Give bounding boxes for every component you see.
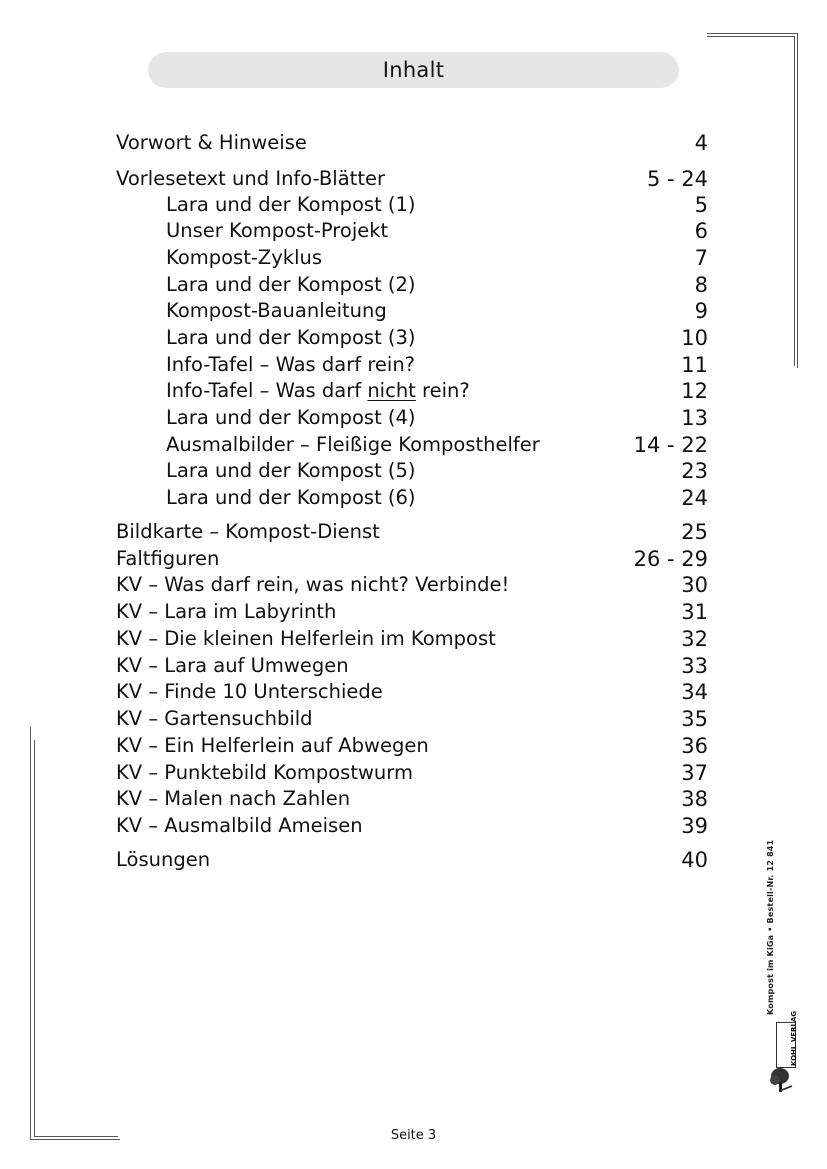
toc-entry-page: 30	[681, 573, 708, 597]
toc-entry-page: 5 - 24	[646, 167, 708, 191]
toc-entry-page: 7	[694, 246, 708, 270]
toc-entry-page: 38	[681, 787, 708, 811]
frame-right-line-inner	[794, 36, 795, 366]
toc-entry-title: Unser Kompost-Projekt	[166, 219, 389, 242]
frame-top-right-line-inner	[707, 36, 795, 37]
frame-right-line	[797, 33, 798, 368]
toc-entry-page: 14 - 22	[633, 433, 708, 457]
toc-entry-page: 11	[681, 353, 708, 377]
toc-entry-page: 12	[681, 379, 708, 403]
toc-entry-title: Vorwort & Hinweise	[116, 131, 307, 154]
toc-entry-title: Faltfiguren	[116, 547, 220, 570]
toc-entry-title: Lara und der Kompost (1)	[166, 193, 416, 216]
toc-entry-title: Lara und der Kompost (6)	[166, 486, 416, 509]
toc-entry-page: 25	[681, 520, 708, 544]
side-imprint: Kompost im KiGa • Bestell-Nr. 12 841	[766, 839, 775, 1015]
toc-entry-page: 5	[694, 193, 708, 217]
publisher-logo-text: KOHL VERLAG	[790, 1010, 798, 1066]
toc-entry-title: Ausmalbilder – Fleißige Komposthelfer	[166, 433, 540, 456]
toc-entry-title: KV – Lara auf Umwegen	[116, 654, 349, 677]
toc-entry-page: 32	[681, 627, 708, 651]
toc-entry-page: 10	[681, 326, 708, 350]
toc-entry-title: KV – Die kleinen Helferlein im Kompost	[116, 627, 496, 650]
tree-logo-icon	[768, 1066, 796, 1096]
toc-entry-page: 8	[694, 273, 708, 297]
toc-entry-page: 4	[694, 131, 708, 155]
toc-entry-page: 39	[681, 814, 708, 838]
frame-top-right-line	[707, 33, 798, 34]
toc-entry-page: 34	[681, 680, 708, 704]
page-title: Inhalt	[382, 58, 445, 82]
toc-entry-page: 9	[694, 299, 708, 323]
toc-entry-title: KV – Finde 10 Unterschiede	[116, 680, 383, 703]
toc-entry-title: Vorlesetext und Info-Blätter	[116, 167, 385, 190]
toc-entry-page: 36	[681, 734, 708, 758]
toc-entry-title: Info-Tafel – Was darf rein?	[166, 353, 416, 376]
toc-entry-page: 23	[681, 459, 708, 483]
toc-entry-title: KV – Punktebild Kompostwurm	[116, 761, 413, 784]
toc-entry-title: KV – Was darf rein, was nicht? Verbinde!	[116, 573, 510, 596]
toc-entry-page: 37	[681, 761, 708, 785]
toc-entry-title: Lara und der Kompost (5)	[166, 459, 416, 482]
toc-entry-title: KV – Ausmalbild Ameisen	[116, 814, 363, 837]
page-title-bar	[148, 52, 679, 88]
toc-entry-page: 24	[681, 486, 708, 510]
toc-entry-title: KV – Ein Helferlein auf Abwegen	[116, 734, 429, 757]
toc-entry-title: Kompost-Bauanleitung	[166, 299, 387, 322]
toc-entry-page: 31	[681, 600, 708, 624]
toc-entry-title: Lösungen	[116, 848, 211, 871]
toc-entry-title: Kompost-Zyklus	[166, 246, 323, 269]
toc-entry-page: 35	[681, 707, 708, 731]
toc-title-part: rein?	[415, 379, 470, 402]
toc-entry-title: Lara und der Kompost (3)	[166, 326, 416, 349]
toc-entry-page: 40	[681, 848, 708, 872]
toc-entry-page: 13	[681, 406, 708, 430]
toc-entry-page: 6	[694, 219, 708, 243]
toc-title-part: Info-Tafel – Was darf	[166, 379, 368, 402]
frame-left-line	[30, 727, 31, 1139]
toc-entry-title: Bildkarte – Kompost-Dienst	[116, 520, 380, 543]
frame-left-line-inner	[34, 740, 35, 1136]
toc-title-underlined-word: nicht	[367, 379, 416, 402]
toc-entry-page: 33	[681, 654, 708, 678]
toc-entry-title: Lara und der Kompost (4)	[166, 406, 416, 429]
toc-entry-title: KV – Lara im Labyrinth	[116, 600, 337, 623]
toc-entry-page: 26 - 29	[633, 547, 708, 571]
toc-entry-title: KV – Malen nach Zahlen	[116, 787, 351, 810]
toc-entry-title	[166, 378, 470, 404]
toc-entry-title: Lara und der Kompost (2)	[166, 273, 416, 296]
page-number-footer: Seite 3	[390, 1128, 437, 1143]
toc-entry-title: KV – Gartensuchbild	[116, 707, 313, 730]
